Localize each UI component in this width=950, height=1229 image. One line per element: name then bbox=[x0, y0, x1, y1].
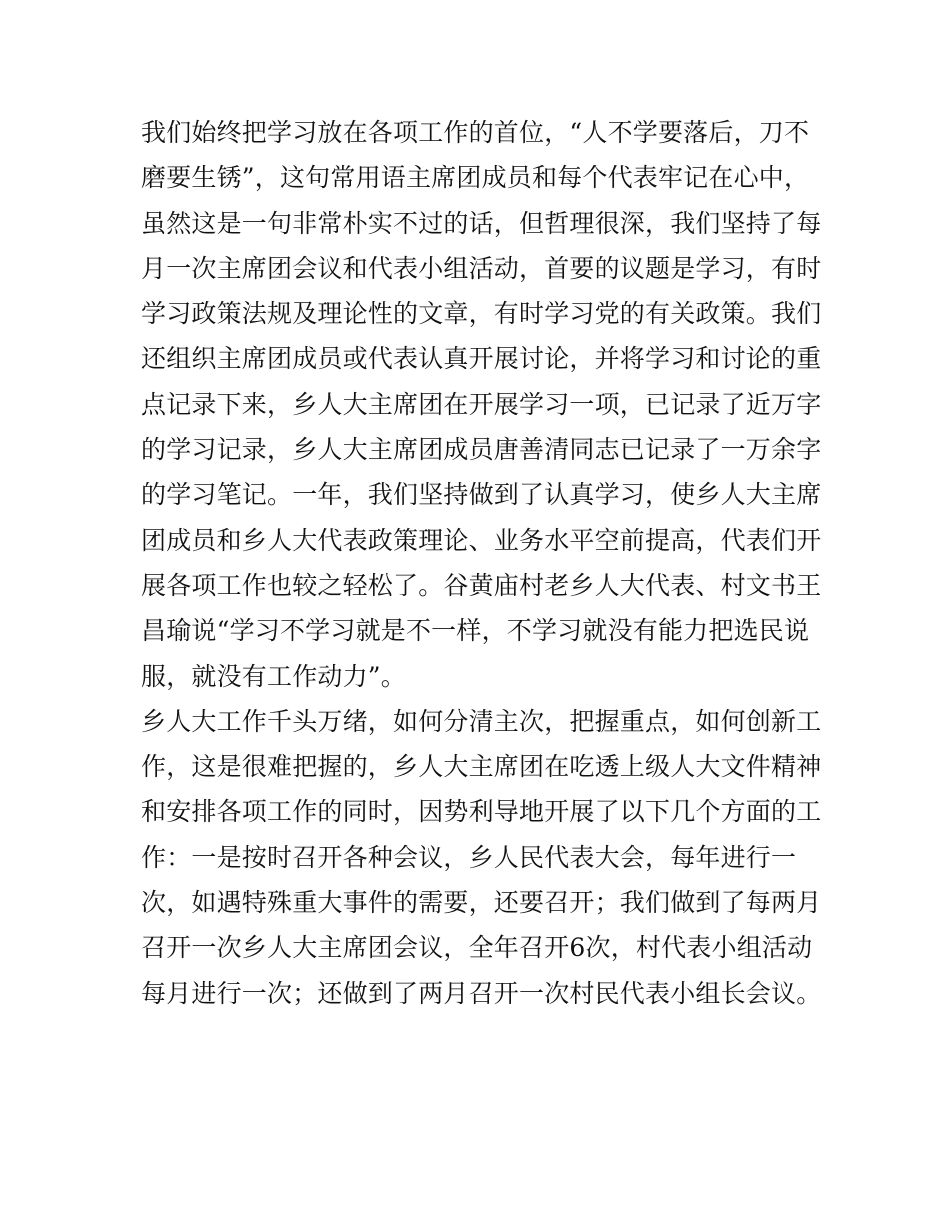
text-line: 的学习记录，乡人大主席团成员唐善清同志已记录了一万余字 bbox=[141, 435, 822, 465]
text-line: 还组织主席团成员或代表认真开展讨论，并将学习和讨论的重 bbox=[141, 344, 822, 374]
text-line: 和安排各项工作的同时，因势利导地开展了以下几个方面的工 bbox=[141, 797, 822, 827]
text-line: 磨要生锈”，这句常用语主席团成员和每个代表牢记在心中， bbox=[141, 163, 810, 193]
body-text bbox=[141, 110, 821, 1016]
text-line: 学习政策法规及理论性的文章，有时学习党的有关政策。我们 bbox=[141, 299, 822, 329]
text-line: 团成员和乡人大代表政策理论、业务水平空前提高，代表们开 bbox=[141, 525, 822, 555]
text-line: 每月进行一次；还做到了两月召开一次村民代表小组长会议。 bbox=[141, 978, 822, 1008]
text-line: 次，如遇特殊重大事件的需要，还要召开；我们做到了每两月 bbox=[141, 888, 822, 918]
text-line: 昌瑜说“学习不学习就是不一样，不学习就没有能力把选民说 bbox=[141, 616, 810, 646]
text-line: 服，就没有工作动力”。 bbox=[141, 661, 406, 691]
text-line: 点记录下来，乡人大主席团在开展学习一项，已记录了近万字 bbox=[141, 389, 822, 419]
text-line: 虽然这是一句非常朴实不过的话，但哲理很深，我们坚持了每 bbox=[141, 208, 822, 238]
text-line: 月一次主席团会议和代表小组活动，首要的议题是学习，有时 bbox=[141, 253, 822, 283]
text-line: 召开一次乡人大主席团会议，全年召开6次，村代表小组活动 bbox=[141, 933, 813, 963]
text-line: 展各项工作也较之轻松了。谷黄庙村老乡人大代表、村文书王 bbox=[141, 570, 822, 600]
text-line: 乡人大工作千头万绪，如何分清主次，把握重点，如何创新工 bbox=[141, 706, 822, 736]
text-line: 我们始终把学习放在各项工作的首位，“人不学要落后，刀不 bbox=[141, 118, 810, 147]
text-line: 的学习笔记。一年，我们坚持做到了认真学习，使乡人大主席 bbox=[141, 480, 822, 510]
text-line: 作，这是很难把握的，乡人大主席团在吃透上级人大文件精神 bbox=[141, 752, 822, 782]
text-line: 作：一是按时召开各种会议，乡人民代表大会，每年进行一 bbox=[141, 842, 797, 872]
